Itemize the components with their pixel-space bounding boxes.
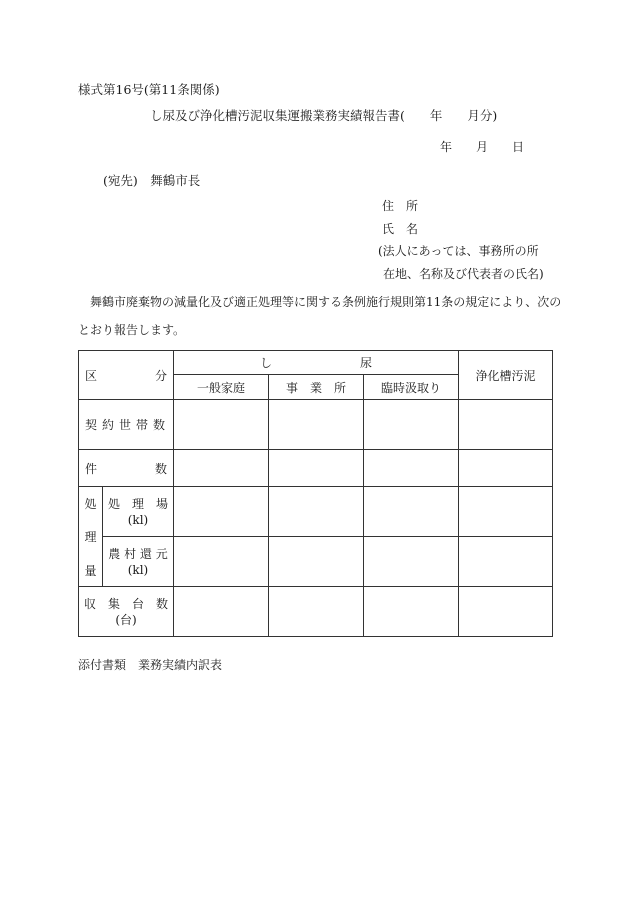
report-table xyxy=(78,350,553,637)
corporate-note-line1: (法人にあっては、事務所の所 xyxy=(378,244,539,258)
table-cell xyxy=(364,400,459,450)
table-cell xyxy=(364,537,459,587)
table-cell xyxy=(459,400,553,450)
table-cell xyxy=(174,587,269,637)
row-count-label: 件 数 xyxy=(79,450,174,487)
body-text-line2: とおり報告します。 xyxy=(78,323,186,337)
table-cell xyxy=(459,537,553,587)
table-cell xyxy=(174,450,269,487)
table-cell xyxy=(174,537,269,587)
row-farm-label: 農 村 還 元 (kl) xyxy=(103,537,174,587)
table-cell xyxy=(269,400,364,450)
table-cell xyxy=(459,587,553,637)
table-cell xyxy=(269,587,364,637)
table-cell xyxy=(459,450,553,487)
table-cell xyxy=(269,450,364,487)
header-jokaso: 浄化槽汚泥 xyxy=(459,351,553,400)
table-row xyxy=(79,487,553,537)
header-business: 事 業 所 xyxy=(269,375,364,400)
table-cell xyxy=(174,400,269,450)
form-number: 様式第16号(第11条関係) xyxy=(78,82,220,97)
table-cell xyxy=(364,587,459,637)
report-title: し尿及び浄化槽汚泥収集運搬業務実績報告書( 年 月分) xyxy=(150,108,498,123)
body-text-line1: 舞鶴市廃棄物の減量化及び適正処理等に関する条例施行規則第11条の規定により、次の xyxy=(90,295,562,309)
row-facility-label: 処 理 場 (kl) xyxy=(103,487,174,537)
corporate-note-line2: 在地、名称及び代表者の氏名) xyxy=(383,267,544,281)
table-cell xyxy=(364,450,459,487)
table-header-row xyxy=(79,351,553,375)
header-household: 一般家庭 xyxy=(174,375,269,400)
table-row xyxy=(79,450,553,487)
table-cell xyxy=(364,487,459,537)
row-contract-label: 契約世帯数 xyxy=(79,400,174,450)
table-cell xyxy=(269,537,364,587)
header-kubun: 区 分 xyxy=(79,351,174,400)
table-row xyxy=(79,400,553,450)
table-cell xyxy=(459,487,553,537)
header-temporary: 臨時汲取り xyxy=(364,375,459,400)
addressee: (宛先) 舞鶴市長 xyxy=(103,173,201,188)
table-cell xyxy=(269,487,364,537)
row-trucks-label: 収 集 台 数 (台) xyxy=(79,587,174,637)
address-label: 住 所 xyxy=(382,199,419,213)
attachment-note: 添付書類 業務実績内訳表 xyxy=(78,658,223,672)
name-label: 氏 名 xyxy=(382,222,419,236)
table-row xyxy=(79,587,553,637)
date-line: 年 月 日 xyxy=(440,140,525,154)
shori-label: 処 理 量 xyxy=(79,487,103,587)
table-row xyxy=(79,537,553,587)
table-cell xyxy=(174,487,269,537)
header-shinyo: し 尿 xyxy=(174,351,459,375)
